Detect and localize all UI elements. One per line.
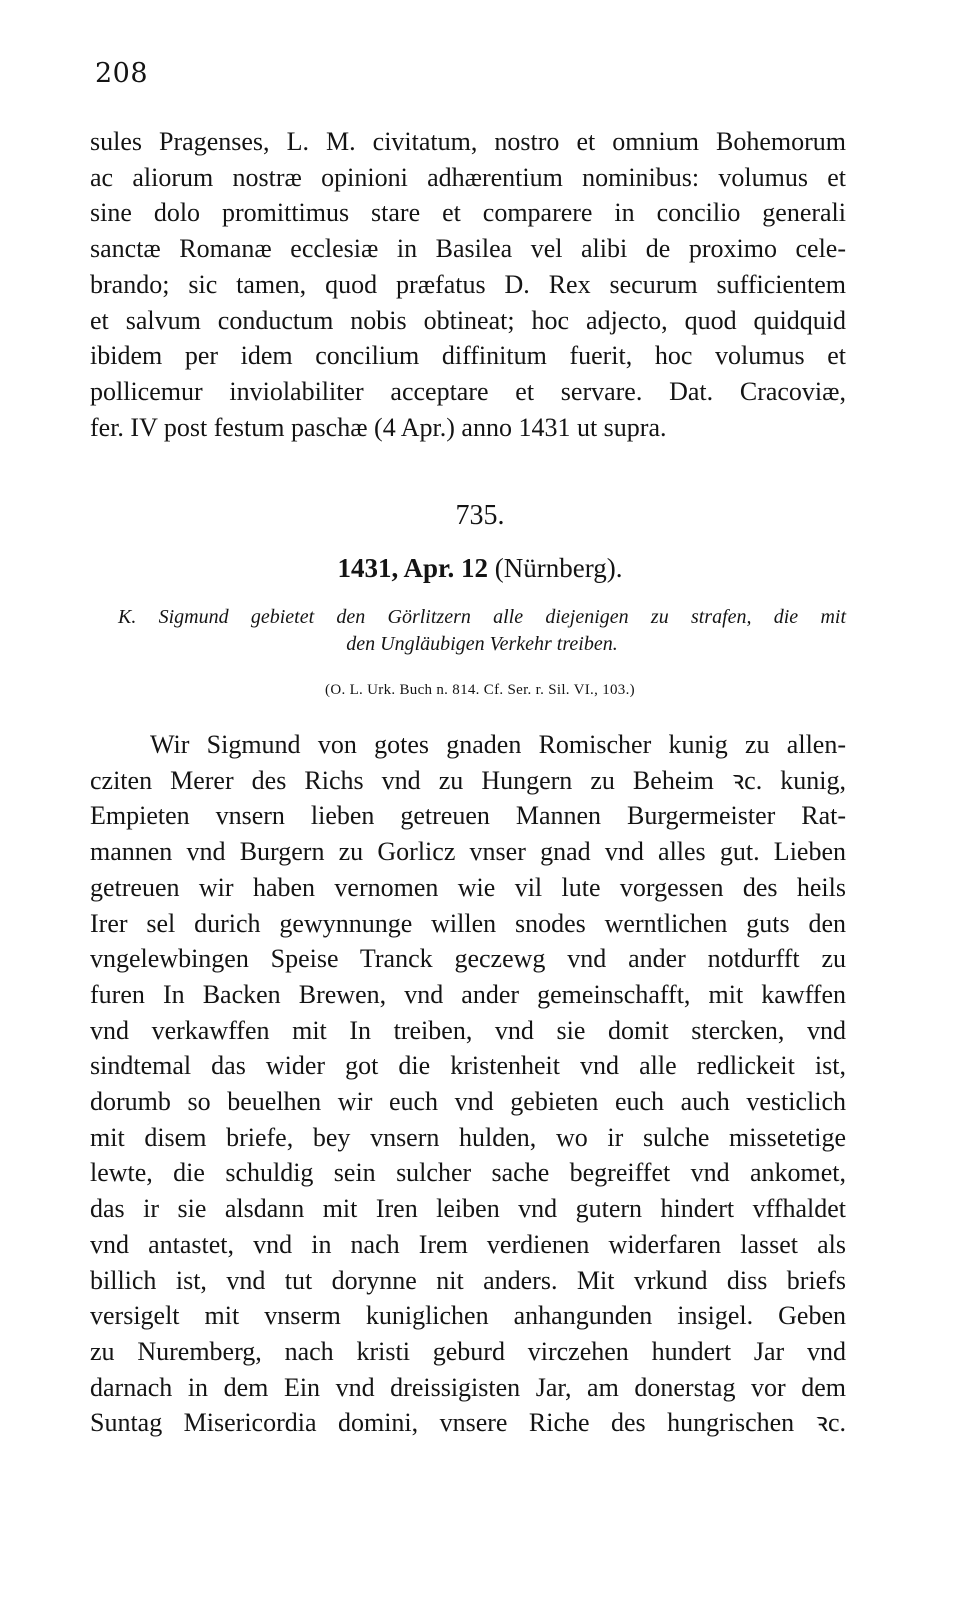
text-line: versigelt mit vnserm kuniglichen anhangunden insigel. Geben (90, 1301, 846, 1331)
text-line: sanctæ Romanæ ecclesiæ in Basilea vel alibi de proximo cele- (90, 234, 846, 264)
text-line: furen In Backen Brewen, vnd ander gemeinschafft, mit kawffen (90, 979, 846, 1009)
regest-line: K. Sigmund gebietet den Görlitzern alle diejenigen zu strafen, die mit (118, 606, 846, 628)
text-line: vnd verkawffen mit In treiben, vnd sie domit stercken, vnd (90, 1015, 846, 1045)
text-line: vngelewbingen Speise Tranck geczewg vnd ander notdurfft zu (90, 944, 846, 974)
text-line: zu Nuremberg, nach kristi geburd virczehen hundert Jar vnd (90, 1336, 846, 1366)
text-line: darnach in dem Ein vnd dreissigisten Jar, am donerstag vor dem (90, 1372, 846, 1402)
text-line: brando; sic tamen, quod præfatus D. Rex securum sufficientem (90, 269, 846, 299)
text-line: ac aliorum nostræ opinioni adhærentium nominibus: volumus et (90, 162, 846, 192)
document-regest (118, 604, 846, 658)
text-line: Wir Sigmund von gotes gnaden Romischer kunig zu allen- (150, 730, 846, 759)
page-number: 208 (95, 58, 149, 89)
text-line: vnd antastet, vnd in nach Irem verdienen widerfaren lasset als (90, 1229, 846, 1259)
document-number: 735. (455, 500, 505, 531)
text-line: ibidem per idem concilium diffinitum fuerit, hoc volumus et (90, 341, 846, 371)
text-line: sindtemal das wider got die kristenheit vnd alle redlickeit ist, (90, 1051, 846, 1081)
document-date-heading (0, 553, 960, 584)
text-line: dorumb so beuelhen wir euch vnd gebieten euch auch vesticlich (90, 1087, 846, 1117)
text-line: lewte, die schuldig sein sulcher sache begreiffet vnd ankomet, (90, 1158, 846, 1188)
text-line: sules Pragenses, L. M. civitatum, nostro et omnium Bohemorum (90, 127, 846, 156)
regest-line: den Ungläubigen Verkehr treiben. (346, 633, 618, 655)
document-text (90, 727, 846, 1441)
text-line: Suntag Misericordia domini, vnsere Riche des hungrischen ꝛc. (90, 1408, 846, 1438)
text-line: Irer sel durich gewynnunge willen snodes werntlichen guts den (90, 908, 846, 938)
text-line: Empieten vnsern lieben getreuen Mannen Burgermeister Rat- (90, 801, 846, 831)
document-place: (Nürnberg). (494, 553, 623, 583)
text-line: pollicemur inviolabiliter acceptare et servare. Dat. Cracoviæ, (90, 376, 846, 406)
text-line: mannen vnd Burgern zu Gorlicz vnser gnad vnd alles gut. Lieben (90, 837, 846, 867)
text-line: fer. IV post festum paschæ (4 Apr.) anno 1431 ut supra. (90, 412, 667, 442)
source-reference: (O. L. Urk. Buch n. 814. Cf. Ser. r. Sil. VI., 103.) (325, 682, 635, 698)
document-date: 1431, Apr. 12 (337, 553, 489, 583)
text-line: getreuen wir haben vernomen wie vil lute vorgessen des heils (90, 872, 846, 902)
text-line: billich ist, vnd tut dorynne nit anders. Mit vrkund diss briefs (90, 1265, 846, 1295)
latin-continuation-text (90, 124, 846, 445)
text-line: et salvum conductum nobis obtineat; hoc adjecto, quod quidquid (90, 305, 846, 335)
text-line: cziten Merer des Richs vnd zu Hungern zu Beheim ꝛc. kunig, (90, 765, 846, 795)
text-line: das ir sie alsdann mit Iren leiben vnd gutern hindert vffhaldet (90, 1194, 846, 1224)
text-line: mit disem briefe, bey vnsern hulden, wo ir sulche missetetige (90, 1122, 846, 1152)
text-line: sine dolo promittimus stare et comparere in concilio generali (90, 198, 846, 228)
